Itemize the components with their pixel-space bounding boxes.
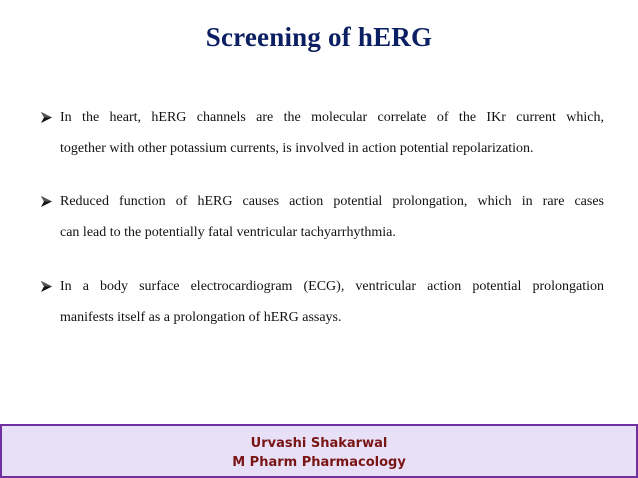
bullet-text-line: In a body surface electrocardiogram (ECG), ventricular action potential prolongation [60,279,604,294]
author-name: Urvashi Shakarwal [250,436,388,451]
arrow-bullet-icon [40,195,53,208]
bullet-item [40,102,604,164]
slide-title: Screening of hERG [205,22,433,52]
footer [0,420,638,478]
bullet-text-line: In the heart, hERG channels are the molecular correlate of the IKr current which, [60,110,604,125]
bullet-item [40,271,604,333]
author-role: M Pharm Pharmacology [232,455,406,470]
bullet-text-line: together with other potassium currents, is involved in action potential repolarization. [60,141,534,156]
bullet-text-line: manifests itself as a prolongation of hERG assays. [60,310,342,325]
bullet-text [40,102,604,164]
arrow-bullet-icon [40,111,53,124]
bullet-item [40,186,604,248]
arrow-bullet-icon [40,280,53,293]
bullet-text [40,271,604,333]
bullet-text [40,186,604,248]
bullet-text-line: Reduced function of hERG causes action potential prolongation, which in rare cases [60,194,604,209]
bullet-text-line: can lead to the potentially fatal ventricular tachyarrhythmia. [60,225,396,240]
